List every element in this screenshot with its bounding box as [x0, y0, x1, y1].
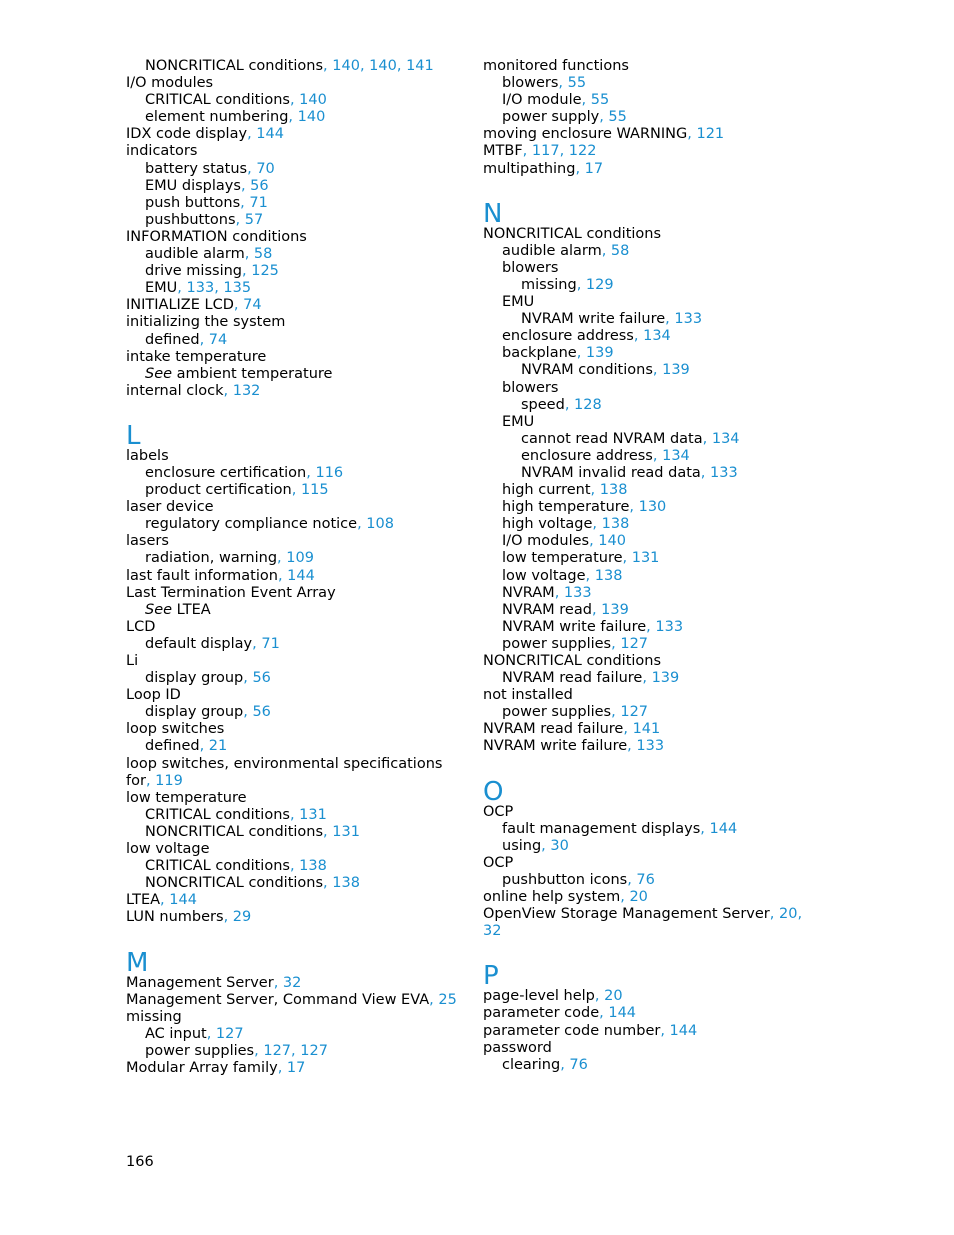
index-term: last fault information	[126, 567, 278, 584]
index-term: product certification	[145, 482, 292, 499]
index-entry: enclosure address, 134	[521, 447, 690, 464]
page-link[interactable]: 138	[299, 858, 327, 875]
index-entry: product certification, 115	[145, 482, 329, 499]
index-entry	[126, 585, 456, 602]
index-entry: internal clock, 132	[126, 382, 261, 399]
index-term: low temperature	[126, 789, 247, 806]
page-link[interactable]: 133	[655, 618, 684, 635]
index-entry	[483, 414, 803, 431]
page-link[interactable]: 70	[256, 160, 275, 177]
index-term: loop switches	[126, 721, 225, 738]
index-entry: radiation, warning, 109	[145, 550, 314, 567]
index-term: NVRAM conditions	[521, 362, 653, 379]
index-term: regulatory compliance notice	[145, 516, 358, 533]
index-entry: parameter code, 144	[483, 1005, 637, 1022]
index-entry	[126, 499, 456, 516]
page-link[interactable]: 74	[208, 331, 228, 348]
index-term: password	[483, 1039, 552, 1056]
index-entry: NVRAM, 133	[502, 584, 592, 601]
index-term: EMU	[145, 280, 178, 297]
index-term: OCP	[483, 854, 514, 871]
index-entry: parameter code number, 144	[483, 1022, 698, 1039]
index-entry: speed, 128	[521, 396, 602, 413]
page-link[interactable]: 133	[636, 738, 665, 755]
page-link[interactable]: 17	[286, 1059, 306, 1076]
index-entry: power supplies, 127, 127	[145, 1042, 328, 1059]
page-link[interactable]: 133	[563, 584, 592, 601]
index-term: not installed	[483, 687, 573, 704]
page-link[interactable]: 138	[594, 567, 623, 584]
index-entry: Management Server, 32	[126, 974, 302, 991]
index-term: pushbuttons	[145, 211, 236, 228]
index-entry	[483, 226, 803, 243]
index-term: Management Server	[126, 974, 274, 991]
index-entry: I/O modules, 140	[502, 533, 626, 550]
page-link[interactable]: 71	[249, 194, 268, 211]
page-link[interactable]: 55	[608, 109, 627, 126]
index-term: multipathing	[483, 160, 576, 177]
index-entry: LTEA, 144	[126, 892, 197, 909]
page-link[interactable]: 139	[662, 362, 690, 379]
index-term: power supplies	[502, 635, 612, 652]
index-term: cannot read NVRAM data	[521, 430, 703, 447]
index-entry	[483, 380, 803, 397]
section-letter: P	[483, 961, 499, 992]
section-letter: M	[126, 947, 149, 978]
index-entry: EMU displays, 56	[145, 177, 269, 194]
index-entry: page-level help, 20	[483, 988, 623, 1005]
index-term: element numbering	[145, 109, 289, 126]
page-number: 166	[126, 1154, 154, 1170]
page-link[interactable]: 135	[223, 280, 252, 297]
page-link[interactable]: 127	[300, 1042, 328, 1059]
index-term: INFORMATION conditions	[126, 228, 307, 245]
index-entry: audible alarm, 58	[502, 242, 630, 259]
page-link[interactable]: 139	[651, 670, 680, 687]
page-link[interactable]: 127	[215, 1025, 244, 1042]
index-entry	[126, 366, 456, 383]
index-term: NONCRITICAL conditions	[483, 653, 662, 669]
index-term: low voltage	[502, 567, 586, 584]
index-entry: I/O module, 55	[502, 92, 610, 109]
index-entry	[483, 687, 803, 704]
index-entry: CRITICAL conditions, 140	[145, 92, 327, 109]
page-link[interactable]: 125	[251, 263, 279, 280]
index-term: NVRAM	[502, 584, 555, 601]
index-term: Last Termination Event Array	[126, 584, 336, 601]
index-entry: Management Server, Command View EVA, 25	[126, 991, 457, 1008]
page-link[interactable]: 144	[169, 892, 197, 909]
index-term: blowers	[502, 259, 559, 276]
index-term: missing	[521, 276, 577, 293]
page-link[interactable]: 30	[550, 837, 569, 854]
index-term: clearing	[502, 1056, 561, 1073]
index-entry: AC input, 127	[145, 1025, 244, 1042]
page-link[interactable]: 117	[531, 143, 560, 160]
page-link[interactable]: 122	[568, 143, 597, 160]
index-term: high voltage	[502, 516, 593, 533]
index-term: NVRAM write failure	[521, 311, 666, 328]
index-term: Li	[126, 653, 139, 669]
page-link[interactable]: 20	[778, 906, 798, 923]
index-term: LUN numbers	[126, 909, 224, 926]
index-entry: INITIALIZE LCD, 74	[126, 297, 262, 314]
index-column-right	[483, 58, 803, 1074]
index-term: audible alarm	[502, 242, 602, 259]
index-term: initializing the system	[126, 314, 286, 331]
index-entry: high voltage, 138	[502, 516, 630, 533]
index-entry	[126, 533, 456, 550]
index-entry: NONCRITICAL conditions, 140, 140, 141	[145, 58, 434, 74]
page-link[interactable]: 55	[590, 92, 610, 109]
page-link[interactable]: 140	[598, 533, 626, 550]
page-link[interactable]: 138	[601, 516, 630, 533]
index-term: loop switches, environmental specifications for	[126, 755, 443, 789]
index-term: pushbutton icons	[502, 871, 628, 888]
index-term: AC input	[145, 1025, 207, 1042]
index-term: monitored functions	[483, 58, 629, 74]
index-entry: power supplies, 127	[502, 704, 649, 721]
index-term: battery status	[145, 160, 248, 177]
index-term: defined	[145, 738, 200, 755]
index-entry: LUN numbers, 29	[126, 909, 252, 926]
index-term: moving enclosure WARNING	[483, 126, 688, 143]
page-link[interactable]: 134	[643, 328, 671, 345]
page-link[interactable]: 133	[674, 311, 703, 328]
index-entry	[483, 653, 803, 670]
page-link[interactable]: 144	[287, 567, 315, 584]
page-link[interactable]: 127	[620, 704, 649, 721]
page-link[interactable]: 21	[208, 738, 228, 755]
index-entry: OpenView Storage Management Server, 20, 32	[483, 906, 803, 940]
index-entry: cannot read NVRAM data, 134	[521, 430, 740, 447]
index-entry	[126, 1009, 456, 1026]
page-link[interactable]: 115	[300, 482, 329, 499]
index-term: using	[502, 837, 542, 854]
index-term: audible alarm	[145, 246, 245, 263]
index-term: EMU	[502, 294, 535, 311]
index-entry: high temperature, 130	[502, 499, 667, 516]
see-reference-label: See	[145, 365, 173, 382]
page-link[interactable]: 144	[608, 1005, 637, 1022]
index-term: NVRAM read failure	[502, 670, 643, 687]
index-entry: NVRAM write failure, 133	[521, 311, 703, 328]
page-link[interactable]: 109	[286, 550, 314, 567]
index-term: internal clock	[126, 382, 224, 399]
index-entry: IDX code display, 144	[126, 126, 284, 143]
page-link[interactable]: 29	[232, 909, 252, 926]
index-entry	[126, 687, 456, 704]
index-term: NVRAM write failure	[483, 738, 628, 755]
index-term: page-level help	[483, 988, 595, 1005]
page-link[interactable]: 134	[711, 430, 740, 447]
index-term: display group	[145, 670, 244, 687]
index-entry	[126, 841, 456, 858]
index-entry: display group, 56	[145, 704, 271, 721]
index-term: NONCRITICAL conditions	[145, 823, 324, 840]
index-entry: battery status, 70	[145, 160, 275, 177]
index-term: defined	[145, 331, 200, 348]
index-entry	[126, 314, 456, 331]
section-letter: N	[483, 198, 503, 229]
page-link[interactable]: 20	[629, 889, 648, 906]
page-link[interactable]: 74	[243, 297, 262, 314]
index-entry	[126, 448, 456, 465]
index-term: NVRAM write failure	[502, 618, 647, 635]
index-term: CRITICAL conditions	[145, 858, 290, 875]
page-link[interactable]: 121	[696, 126, 725, 143]
index-entry: EMU, 133, 135	[145, 280, 252, 297]
index-entry: blowers, 55	[502, 75, 587, 92]
page-link[interactable]: 58	[253, 246, 273, 263]
index-term: enclosure address	[502, 328, 634, 345]
page-link[interactable]: 25	[438, 991, 457, 1008]
index-entry: high current, 138	[502, 482, 628, 499]
page-link[interactable]: 138	[599, 482, 628, 499]
index-entry: enclosure certification, 116	[145, 464, 344, 481]
index-term: LTEA	[172, 601, 211, 618]
index-entry: defined, 21	[145, 738, 228, 755]
page-link[interactable]: 56	[250, 177, 269, 194]
page-link[interactable]: 139	[601, 601, 629, 618]
index-entry: defined, 74	[145, 331, 228, 348]
index-entry: enclosure address, 134	[502, 328, 671, 345]
index-term: default display	[145, 635, 253, 652]
index-term: NONCRITICAL conditions	[145, 875, 324, 892]
index-term: power supplies	[502, 704, 612, 721]
index-term: enclosure address	[521, 447, 653, 464]
index-entry: push buttons, 71	[145, 194, 268, 211]
index-term: power supplies	[145, 1042, 255, 1059]
index-term: parameter code	[483, 1005, 600, 1022]
index-term: display group	[145, 704, 244, 721]
index-entry: regulatory compliance notice, 108	[145, 516, 394, 533]
page-link[interactable]: 119	[155, 772, 183, 789]
page-link[interactable]: 139	[585, 345, 614, 362]
index-entry	[126, 721, 456, 738]
page-link[interactable]: 56	[252, 704, 271, 721]
index-entry: NVRAM write failure, 133	[502, 618, 684, 635]
page-link[interactable]: 131	[631, 550, 660, 567]
index-entry: fault management displays, 144	[502, 820, 738, 837]
index-entry	[483, 855, 803, 872]
index-entry: loop switches, environmental specifications for, 119	[126, 755, 443, 789]
index-entry	[483, 1040, 803, 1057]
index-term: speed	[521, 396, 565, 413]
page-link[interactable]: 132	[232, 382, 261, 399]
page-link[interactable]: 140	[299, 92, 327, 109]
index-entry	[126, 75, 456, 92]
index-term: NVRAM read	[502, 601, 592, 618]
index-term: enclosure certification	[145, 464, 307, 481]
index-term: Loop ID	[126, 687, 181, 704]
index-term: high temperature	[502, 499, 630, 516]
index-entry	[126, 790, 456, 807]
index-term: high current	[502, 482, 591, 499]
index-entry: NONCRITICAL conditions, 138	[145, 875, 360, 892]
index-term: laser device	[126, 499, 214, 516]
index-term: power supply	[502, 109, 600, 126]
index-entry: missing, 129	[521, 276, 614, 293]
index-entry	[483, 804, 803, 821]
index-entry	[126, 602, 456, 619]
index-term: radiation, warning	[145, 550, 278, 567]
index-term: OCP	[483, 803, 514, 820]
index-entry: NVRAM invalid read data, 133	[521, 464, 738, 481]
page-link[interactable]: 133	[186, 280, 215, 297]
page-link[interactable]: 131	[299, 806, 327, 823]
index-entry: pushbuttons, 57	[145, 211, 264, 228]
page-link[interactable]: 55	[567, 75, 587, 92]
index-entry	[483, 260, 803, 277]
index-entry	[126, 143, 456, 160]
index-entry: pushbutton icons, 76	[502, 871, 655, 888]
index-entry: NONCRITICAL conditions, 131	[145, 823, 360, 840]
index-term: ambient temperature	[172, 365, 333, 382]
page-link[interactable]: 131	[332, 823, 360, 840]
page-link[interactable]: 56	[252, 670, 271, 687]
index-term: low temperature	[502, 550, 623, 567]
index-term: labels	[126, 447, 169, 464]
index-entry: NVRAM conditions, 139	[521, 362, 690, 379]
index-column-left	[126, 58, 456, 1077]
index-entry	[126, 349, 456, 366]
index-entry: MTBF, 117, 122	[483, 143, 597, 160]
page-link[interactable]: 140	[297, 109, 326, 126]
page-link[interactable]: 134	[662, 447, 690, 464]
index-term: Management Server, Command View EVA	[126, 991, 430, 1008]
section-letter: L	[126, 420, 141, 451]
page-link[interactable]: 20	[604, 988, 623, 1005]
index-term: OpenView Storage Management Server	[483, 906, 770, 923]
index-entry: default display, 71	[145, 635, 280, 652]
page-link[interactable]: 141	[632, 721, 661, 738]
index-term: NVRAM invalid read data	[521, 464, 701, 481]
page-link[interactable]: 141	[406, 58, 434, 74]
index-entry	[126, 229, 456, 246]
index-term: NONCRITICAL conditions	[483, 225, 662, 242]
page-link[interactable]: 32	[282, 974, 302, 991]
page-link[interactable]: 138	[332, 875, 360, 892]
index-entry: using, 30	[502, 837, 569, 854]
page-link[interactable]: 144	[669, 1022, 698, 1039]
page-link[interactable]: 76	[636, 871, 655, 888]
index-entry: CRITICAL conditions, 131	[145, 806, 327, 823]
page-link[interactable]: 140	[332, 58, 360, 74]
page-link[interactable]: 32	[483, 923, 502, 940]
index-term: indicators	[126, 143, 198, 160]
index-term: I/O modules	[126, 75, 214, 92]
index-entry: backplane, 139	[502, 345, 614, 362]
index-term: IDX code display	[126, 126, 248, 143]
index-entry: Modular Array family, 17	[126, 1059, 306, 1076]
index-term: drive missing	[145, 263, 242, 280]
index-term: missing	[126, 1008, 182, 1025]
index-entry: power supplies, 127	[502, 635, 649, 652]
index-entry: display group, 56	[145, 670, 271, 687]
index-term: push buttons	[145, 194, 241, 211]
index-term: intake temperature	[126, 348, 267, 365]
index-term: NONCRITICAL conditions	[145, 58, 324, 74]
index-entry: last fault information, 144	[126, 567, 315, 584]
index-entry: drive missing, 125	[145, 263, 279, 280]
page-link[interactable]: 133	[710, 464, 738, 481]
index-term: backplane	[502, 345, 577, 362]
index-entry: low temperature, 131	[502, 550, 660, 567]
index-term: NVRAM read failure	[483, 721, 624, 738]
index-term: INITIALIZE LCD	[126, 297, 234, 314]
page-link[interactable]: 127	[620, 635, 649, 652]
index-term: LTEA	[126, 892, 161, 909]
index-term: Modular Array family	[126, 1059, 278, 1076]
index-entry: low voltage, 138	[502, 567, 623, 584]
index-entry: online help system, 20	[483, 889, 648, 906]
page-link[interactable]: 144	[709, 820, 738, 837]
index-term: EMU	[502, 413, 535, 430]
see-reference-label: See	[145, 601, 173, 618]
section-letter: O	[483, 776, 504, 807]
index-entry: clearing, 76	[502, 1056, 588, 1073]
index-entry: NVRAM read failure, 139	[502, 670, 680, 687]
page-link[interactable]: 116	[315, 464, 344, 481]
index-entry	[483, 58, 803, 75]
index-term: low voltage	[126, 841, 210, 858]
index-entry: moving enclosure WARNING, 121	[483, 126, 725, 143]
index-entry: NVRAM read, 139	[502, 601, 629, 618]
page-link[interactable]: 127	[263, 1042, 292, 1059]
index-entry: multipathing, 17	[483, 160, 604, 177]
index-term: EMU displays	[145, 177, 241, 194]
page-link[interactable]: 129	[585, 276, 614, 293]
page-link[interactable]: 128	[574, 396, 602, 413]
page-link[interactable]: 57	[244, 211, 264, 228]
page-link[interactable]: 130	[638, 499, 667, 516]
index-term: fault management displays	[502, 820, 701, 837]
index-entry: audible alarm, 58	[145, 246, 273, 263]
index-entry: power supply, 55	[502, 109, 627, 126]
page-link[interactable]: 58	[610, 242, 630, 259]
page-link[interactable]: 76	[569, 1056, 588, 1073]
page-link[interactable]: 108	[366, 516, 394, 533]
index-term: blowers	[502, 75, 559, 92]
index-entry: NVRAM write failure, 133	[483, 738, 665, 755]
index-entry	[126, 619, 456, 636]
index-term: I/O module	[502, 92, 582, 109]
index-entry: CRITICAL conditions, 138	[145, 858, 327, 875]
page-link[interactable]: 140	[369, 58, 397, 74]
index-term: parameter code number	[483, 1022, 661, 1039]
page-link[interactable]: 17	[584, 160, 604, 177]
index-term: MTBF	[483, 143, 523, 160]
index-entry: element numbering, 140	[145, 109, 326, 126]
index-entry: NVRAM read failure, 141	[483, 721, 661, 738]
index-term: blowers	[502, 379, 559, 396]
index-term: I/O modules	[502, 533, 590, 550]
page-link[interactable]: 144	[256, 126, 284, 143]
index-entry	[483, 294, 803, 311]
index-term: CRITICAL conditions	[145, 92, 290, 109]
index-term: online help system	[483, 889, 621, 906]
index-term: CRITICAL conditions	[145, 806, 290, 823]
index-term: LCD	[126, 618, 156, 635]
index-term: lasers	[126, 533, 169, 550]
index-entry	[126, 653, 456, 670]
page-link[interactable]: 71	[261, 635, 280, 652]
